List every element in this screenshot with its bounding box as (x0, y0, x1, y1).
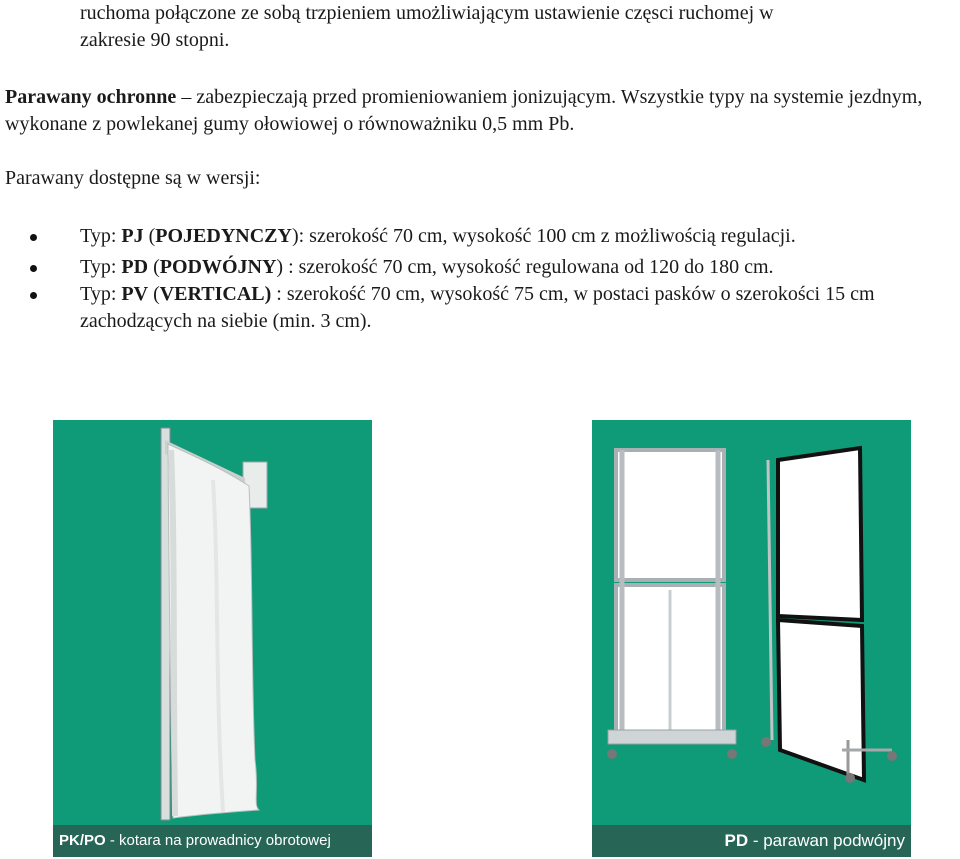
type-description: szerokość 70 cm, wysokość 75 cm, w postaci pasków o szerokości 15 cm zachodzących na siebie (min. 3 cm). (80, 283, 875, 332)
list-item: Typ: PJ (POJEDYNCZY): szerokość 70 cm, wysokość 100 cm z możliwością regulacji. (5, 223, 955, 250)
list-item: Typ: PD (PODWÓJNY) : szerokość 70 cm, wysokość regulowana od 120 do 180 cm. (5, 254, 955, 281)
photo-curtain-rail (53, 420, 372, 857)
type-name: POJEDYNCZY (155, 225, 292, 247)
type-description: szerokość 70 cm, wysokość 100 cm z możliwością regulacji. (309, 225, 796, 247)
paragraph-body: – zabezpieczają przed promieniowaniem jonizującym. Wszystkie typy na systemie jezdnym, wykonane z powlekanej gumy ołowiowej o równoważniku 0,5 mm Pb. (5, 86, 923, 135)
type-description: szerokość 70 cm, wysokość regulowana od 120 do 180 cm. (298, 256, 774, 278)
figure-caption: PK/PO - kotara na prowadnicy obrotowej (53, 825, 372, 857)
paragraph-bold-term: Parawany ochronne (5, 86, 177, 108)
type-code: PJ (121, 225, 144, 247)
type-code: PV (121, 283, 149, 305)
paragraph-protective-screens (5, 84, 955, 138)
versions-list (5, 223, 955, 335)
versions-intro: Parawany dostępne są w wersji: (5, 167, 261, 189)
type-code: PD (121, 256, 149, 278)
list-item: Typ: PV (VERTICAL) : szerokość 70 cm, wysokość 75 cm, w postaci pasków o szerokości 15 cm zachodzących na siebie (min. 3 cm). (5, 281, 955, 335)
lead-screen (761, 448, 897, 783)
frame-screen (607, 450, 737, 759)
type-name: VERTICAL) (159, 283, 272, 305)
figure-caption: PD - parawan podwójny (592, 825, 911, 857)
curtain-illustration (53, 420, 372, 857)
intro-line-2: zakresie 90 stopni. (80, 29, 230, 51)
intro-line-1: ruchoma połączone ze sobą trzpieniem umożliwiającym ustawienie częsci ruchomej w (80, 2, 774, 24)
type-name: PODWÓJNY (159, 256, 277, 278)
photo-double-screen (592, 420, 911, 857)
screens-illustration (592, 420, 911, 857)
document-text (5, 0, 955, 335)
